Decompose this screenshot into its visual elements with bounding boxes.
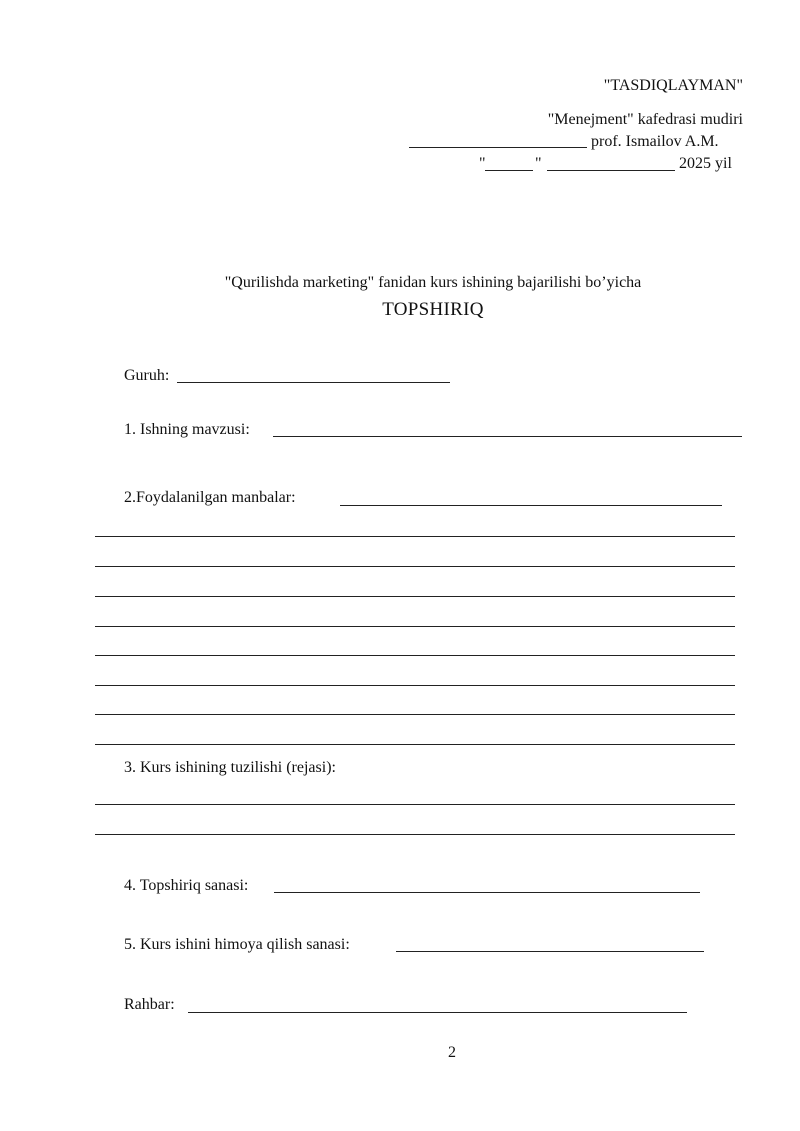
- sources-line-1[interactable]: [95, 536, 735, 537]
- date-open-quote: ": [479, 155, 486, 172]
- sources-line-4[interactable]: [95, 626, 735, 627]
- assignment-date-line[interactable]: [274, 892, 700, 893]
- month-line[interactable]: [547, 170, 675, 171]
- document-subtitle: "Qurilishda marketing" fanidan kurs ishining bajarilishi bo’yicha: [224, 274, 642, 291]
- structure-line-2[interactable]: [95, 834, 735, 835]
- sources-line-7[interactable]: [95, 714, 735, 715]
- sources-line-6[interactable]: [95, 685, 735, 686]
- page-number: 2: [448, 1044, 456, 1061]
- supervisor-line[interactable]: [188, 1012, 687, 1013]
- structure-label: 3. Kurs ishining tuzilishi (rejasi):: [124, 759, 336, 776]
- approval-signatory: prof. Ismailov A.M.: [591, 133, 719, 150]
- assignment-date-label: 4. Topshiriq sanasi:: [124, 877, 249, 894]
- day-line[interactable]: [485, 170, 533, 171]
- approval-position: "Menejment" kafedrasi mudiri: [547, 111, 743, 128]
- sources-line-2[interactable]: [95, 566, 735, 567]
- structure-line-1[interactable]: [95, 804, 735, 805]
- sources-label: 2.Foydalanilgan manbalar:: [124, 489, 296, 506]
- group-field-line[interactable]: [177, 382, 450, 383]
- approval-heading: "TASDIQLAYMAN": [603, 77, 743, 94]
- defense-date-line[interactable]: [396, 951, 704, 952]
- defense-date-label: 5. Kurs ishini himoya qilish sanasi:: [124, 936, 350, 953]
- sources-field-line[interactable]: [340, 505, 722, 506]
- supervisor-label: Rahbar:: [124, 996, 175, 1013]
- sources-line-3[interactable]: [95, 596, 735, 597]
- document-title: TOPSHIRIQ: [382, 299, 484, 320]
- sources-line-8[interactable]: [95, 744, 735, 745]
- group-label: Guruh:: [124, 367, 170, 384]
- topic-label: 1. Ishning mavzusi:: [124, 421, 250, 438]
- sources-line-5[interactable]: [95, 655, 735, 656]
- date-close-quote: ": [535, 155, 542, 172]
- topic-field-line[interactable]: [273, 436, 742, 437]
- signature-line[interactable]: [409, 147, 587, 148]
- approval-year: 2025 yil: [679, 155, 732, 172]
